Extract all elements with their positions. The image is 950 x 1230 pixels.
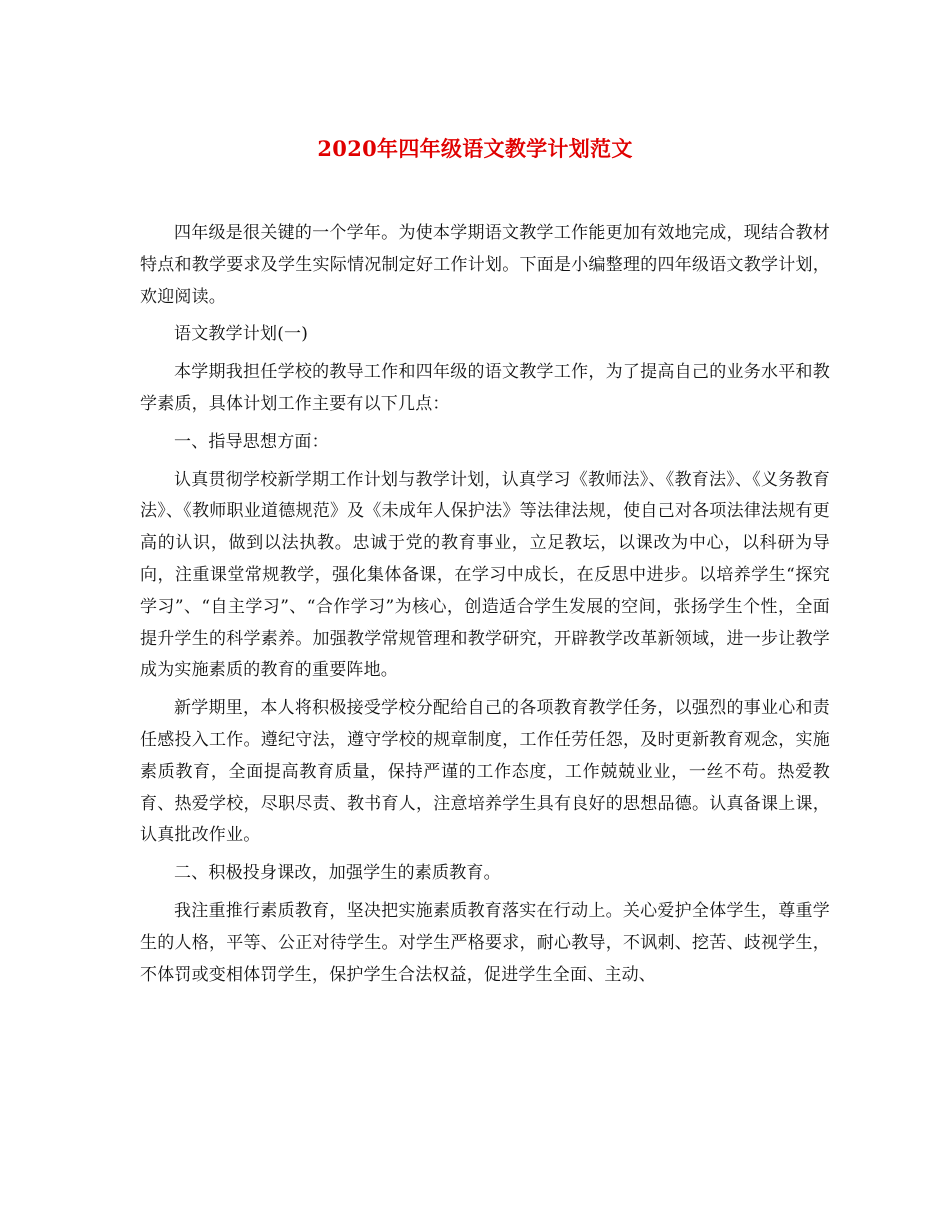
section-heading: 二、积极投身课改，加强学生的素质教育。 <box>174 863 501 884</box>
section-heading: 语文教学计划(一) <box>174 324 309 345</box>
paragraph: 我注重推行素质教育，坚决把实施素质教育落实在行动上。关心爱护全体学生，尊重学生的人格，平等、公正对待学生。对学生严格要求，耐心教导，不讽刺、挖苦、歧视学生，不体罚或变相体罚学生，保护学生合法权益，促进学生全面、主动、 <box>140 900 830 985</box>
paragraph: 本学期我担任学校的教导工作和四年级的语文教学工作，为了提高自己的业务水平和教学素质，具体计划工作主要有以下几点： <box>140 362 830 414</box>
paragraph: 四年级是很关键的一个学年。为使本学期语文教学工作能更加有效地完成，现结合教材特点和教学要求及学生实际情况制定好工作计划。下面是小编整理的四年级语文教学计划，欢迎阅读。 <box>140 223 830 307</box>
section-heading: 一、指导思想方面： <box>174 431 329 452</box>
paragraph: 认真贯彻学校新学期工作计划与教学计划，认真学习《教师法》、《教育法》、《义务教育法》、《教师职业道德规范》及《未成年人保护法》等法律法规，使自己对各项法律法规有更高的认识，做到以法执教。忠诚于党的教育事业，立足教坛，以课改为中心，以科研为导向，注重课堂常规教学，强化集体备课，在学习中成长，在反思中进步。以培养学生“探究学习”、“自主学习”、“合作学习”为核心，创造适合学生发展的空间，张扬学生个性，全面提升学生的科学素养。加强教学常规管理和教学研究，开辟教学改革新领域，进一步让教学成为实施素质的教育的重要阵地。 <box>140 469 830 681</box>
document-body <box>140 218 830 997</box>
paragraph: 新学期里，本人将积极接受学校分配给自己的各项教育教学任务，以强烈的事业心和责任感投入工作。遵纪守法，遵守学校的规章制度，工作任劳任怨，及时更新教育观念，实施素质教育，全面提高教育质量，保持严谨的工作态度，工作兢兢业业，一丝不苟。热爱教育、热爱学校，尽职尽责、教书育人，注意培养学生具有良好的思想品德。认真备课上课，认真批改作业。 <box>140 698 830 846</box>
document-title: 2020年四年级语文教学计划范文 <box>317 136 633 161</box>
